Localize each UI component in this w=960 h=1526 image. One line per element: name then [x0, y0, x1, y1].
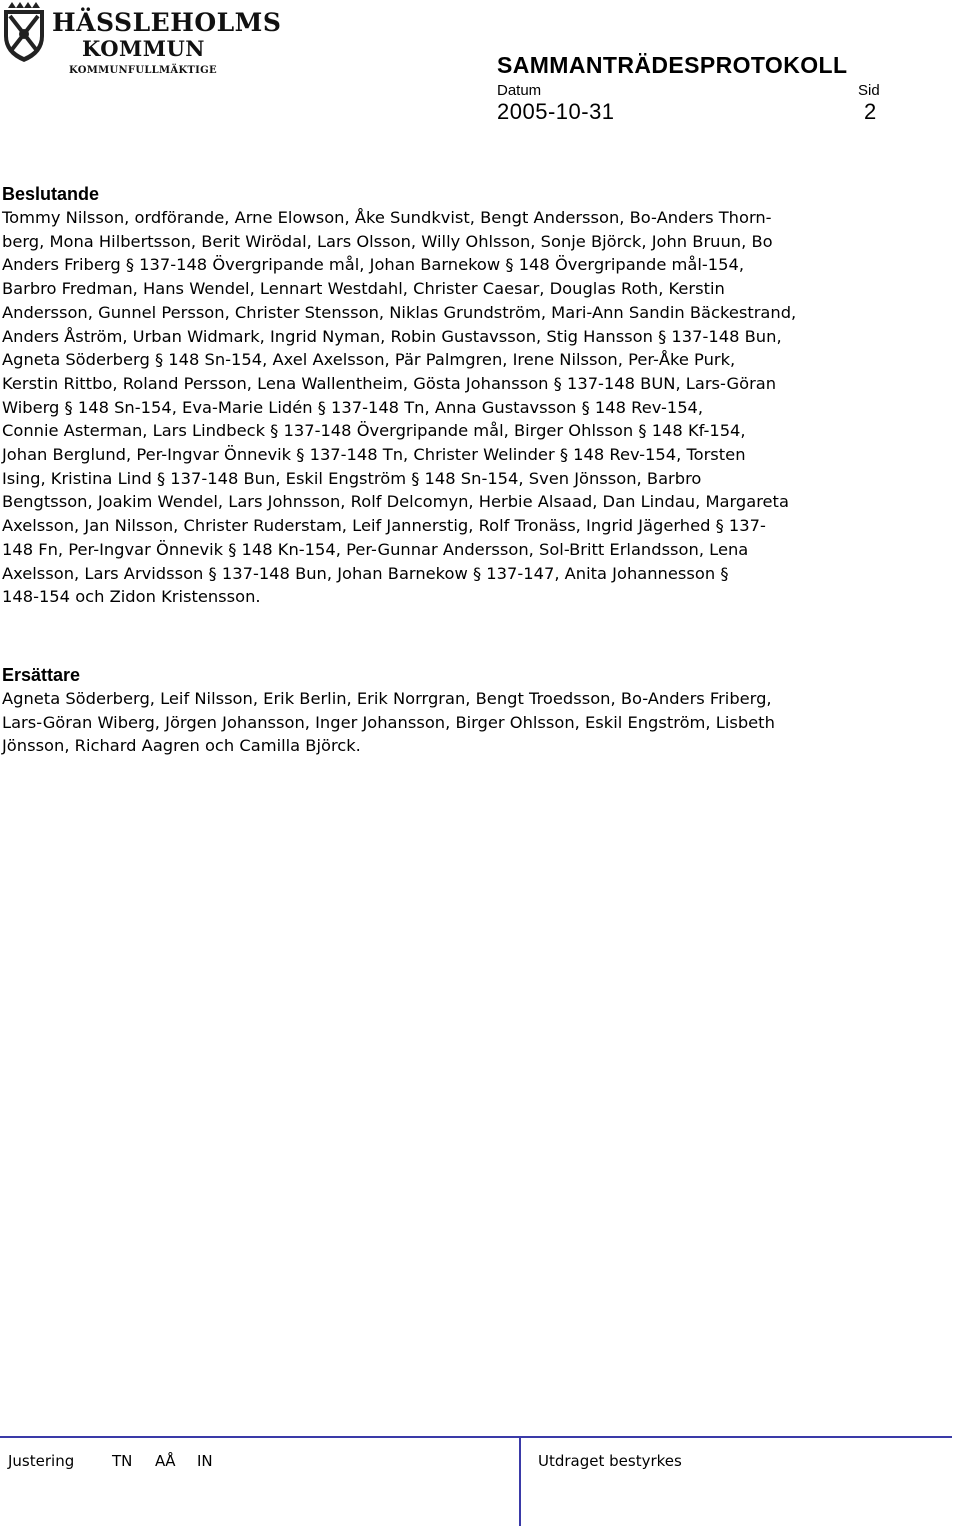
ersattare-line: Agneta Söderberg, Leif Nilsson, Erik Berlin, Erik Norrgran, Bengt Troedsson, Bo-Anders Friberg, [2, 689, 772, 708]
utdraget-bestyrkes-label: Utdraget bestyrkes [538, 1452, 682, 1470]
ersattare-section [2, 664, 960, 758]
beslutande-line: Tommy Nilsson, ordförande, Arne Elowson, Åke Sundkvist, Bengt Andersson, Bo-Anders Thorn- [2, 208, 772, 227]
beslutande-heading: Beslutande [2, 184, 100, 204]
datum-value: 2005-10-31 [497, 99, 615, 124]
beslutande-line: 148-154 och Zidon Kristensson. [2, 587, 261, 607]
beslutande-line: Agneta Söderberg § 148 Sn-154, Axel Axelsson, Pär Palmgren, Irene Nilsson, Per-Åke Purk, [2, 350, 736, 370]
beslutande-line: Anders Åström, Urban Widmark, Ingrid Nyman, Robin Gustavsson, Stig Hansson § 137-148 Bun, [2, 326, 782, 346]
justering-initials: AÅ [155, 1452, 176, 1470]
sid-label: Sid [858, 82, 880, 99]
beslutande-line: Wiberg § 148 Sn-154, Eva-Marie Lidén § 137-148 Tn, Anna Gustavsson § 148 Rev-154, [2, 397, 704, 417]
municipality-logo [2, 2, 282, 80]
beslutande-line: Anders Friberg § 137-148 Övergripande mål, Johan Barnekow § 148 Övergripande mål-154, [2, 255, 745, 275]
beslutande-line: Andersson, Gunnel Persson, Christer Stensson, Niklas Grundström, Mari-Ann Sandin Bäckestrand, [2, 302, 797, 322]
datum-label: Datum [497, 82, 542, 99]
beslutande-line: Bengtsson, Joakim Wendel, Lars Johnsson, Rolf Delcomyn, Herbie Alsaad, Dan Lindau, Margareta [2, 492, 789, 512]
ersattare-heading: Ersättare [2, 665, 81, 685]
beslutande-line: Axelsson, Lars Arvidsson § 137-148 Bun, Johan Barnekow § 137-147, Anita Johannesson § [2, 563, 729, 583]
footer-divider [519, 1436, 521, 1526]
coat-of-arms-icon [2, 2, 46, 62]
ersattare-text [2, 687, 960, 758]
logo-line-1: HÄSSLEHOLMS [52, 8, 282, 37]
document-title: SAMMANTRÄDESPROTOKOLL [497, 52, 848, 78]
justering-label: Justering [8, 1452, 75, 1470]
beslutande-line: Axelsson, Jan Nilsson, Christer Ruderstam, Leif Jannerstig, Rolf Tronäss, Ingrid Jägerhed § 137- [2, 516, 766, 536]
logo-line-3: KOMMUNFULLMÄKTIGE [69, 65, 217, 76]
beslutande-line: Ising, Kristina Lind § 137-148 Bun, Eskil Engström § 148 Sn-154, Sven Jönsson, Barbro [2, 468, 702, 488]
footer-rule [0, 1436, 952, 1438]
justering-initials: TN [112, 1452, 133, 1470]
beslutande-line: Barbro Fredman, Hans Wendel, Lennart Westdahl, Christer Caesar, Douglas Roth, Kerstin [2, 279, 725, 299]
beslutande-section [2, 183, 960, 609]
beslutande-text [2, 206, 960, 609]
beslutande-line: Johan Berglund, Per-Ingvar Önnevik § 137-148 Tn, Christer Welinder § 148 Rev-154, Torsten [2, 445, 746, 465]
ersattare-line: Jönsson, Richard Aagren och Camilla Björck. [2, 736, 361, 756]
justering-initials: IN [197, 1452, 213, 1470]
logo-line-2: KOMMUN [82, 36, 205, 61]
beslutande-line: 148 Fn, Per-Ingvar Önnevik § 148 Kn-154, Per-Gunnar Andersson, Sol-Britt Erlandsson, Lena [2, 539, 749, 559]
sid-value: 2 [864, 99, 877, 124]
ersattare-line: Lars-Göran Wiberg, Jörgen Johansson, Inger Johansson, Birger Ohlsson, Eskil Engström, Lisbeth [2, 712, 775, 732]
beslutande-line: berg, Mona Hilbertsson, Berit Wirödal, Lars Olsson, Willy Ohlsson, Sonje Björck, John Bruun, Bo [2, 231, 773, 251]
beslutande-line: Connie Asterman, Lars Lindbeck § 137-148 Övergripande mål, Birger Ohlsson § 148 Kf-154, [2, 421, 746, 441]
beslutande-line: Kerstin Rittbo, Roland Persson, Lena Wallentheim, Gösta Johansson § 137-148 BUN, Lars-Göran [2, 373, 777, 393]
